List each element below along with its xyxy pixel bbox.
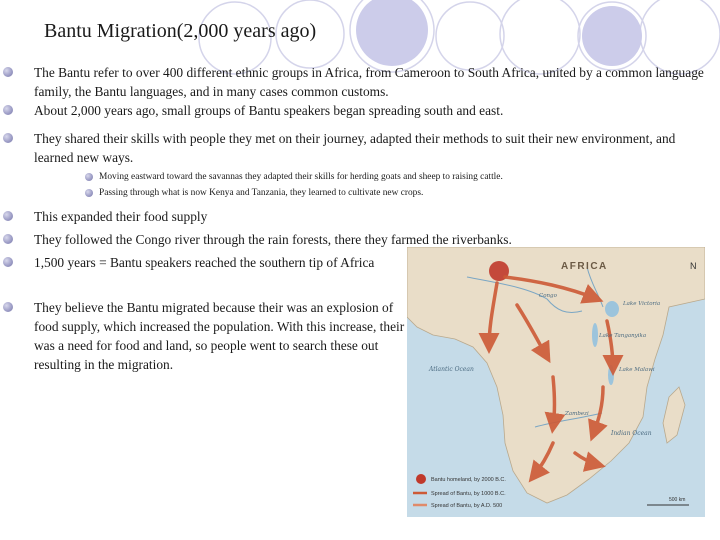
label-zambezi: Zambezi <box>565 411 589 417</box>
sub-bullet-item: Passing through what is now Kenya and Tanzania, they learned to cultivate new crops. <box>85 186 705 200</box>
label-lake-victoria: Lake Victoria <box>623 301 661 307</box>
svg-text:Spread of Bantu, by 1000 B.C.: Spread of Bantu, by 1000 B.C. <box>431 491 506 497</box>
sub-bullet-icon <box>85 173 93 181</box>
bullet-icon <box>3 257 13 267</box>
bullet-item: They shared their skills with people they met on their journey, adapted their methods to suit their new environment, and learned new ways. <box>10 129 710 167</box>
bullet-item: The Bantu refer to over 400 different ethnic groups in Africa, from Cameroon to South Africa, united by a common language family, the Bantu languages, and in many cases common customs. <box>10 63 710 101</box>
label-atlantic-ocean: Atlantic Ocean <box>429 366 474 373</box>
bantu-migration-map <box>407 247 705 517</box>
bullet-item: About 2,000 years ago, small groups of Bantu speakers began spreading south and east. <box>10 101 710 120</box>
label-lake-malawi: Lake Malawi <box>619 367 655 373</box>
label-lake-tanganyika: Lake Tanganyika <box>599 333 647 339</box>
bullet-item: 1,500 years = Bantu speakers reached the southern tip of Africa <box>10 253 710 272</box>
label-indian-ocean: Indian Ocean <box>611 430 652 437</box>
bullet-icon <box>3 133 13 143</box>
bullet-icon <box>3 302 13 312</box>
page-title: Bantu Migration(2,000 years ago) <box>44 20 317 42</box>
svg-text:Bantu homeland, by 2000 B.C.: Bantu homeland, by 2000 B.C. <box>431 477 506 483</box>
bullet-item: They believe the Bantu migrated because their was an explosion of food supply, which increased the population. With this increase, their was a need for food and land, so people went to search these out resulting in the migration. <box>10 298 710 374</box>
bullet-icon <box>3 234 13 244</box>
svg-text:500 km: 500 km <box>669 497 686 503</box>
north-arrow-icon: N <box>690 261 697 271</box>
bullet-icon <box>3 67 13 77</box>
bullet-icon <box>3 211 13 221</box>
label-congo: Congo <box>539 293 557 299</box>
bullet-item: They followed the Congo river through the rain forests, there they farmed the riverbanks. <box>10 230 710 249</box>
sub-bullet-icon <box>85 189 93 197</box>
map-title: AFRICA <box>561 261 608 272</box>
svg-text:Spread of Bantu, by A.D. 500: Spread of Bantu, by A.D. 500 <box>431 503 503 509</box>
bullet-item: This expanded their food supply <box>10 207 710 226</box>
sub-bullet-item: Moving eastward toward the savannas they adapted their skills for herding goats and sheep to raising cattle. <box>85 170 705 184</box>
bullet-icon <box>3 105 13 115</box>
